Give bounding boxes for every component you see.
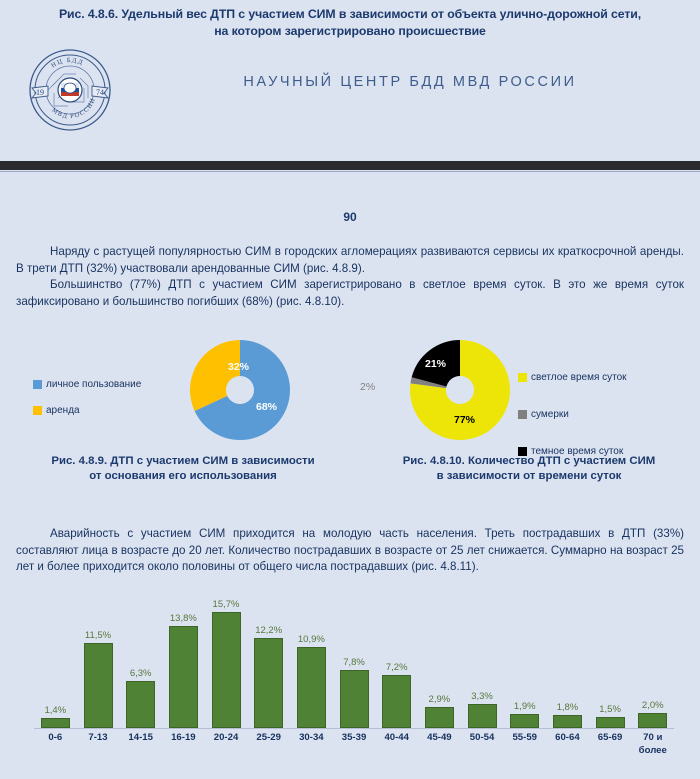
bar-value-label: 1,4% (44, 704, 67, 716)
seal-year-left: 19 (36, 88, 44, 97)
document-page (0, 172, 700, 779)
bar-category-label: 60-64 (555, 732, 580, 743)
legend-swatch-rental-icon (33, 406, 42, 415)
legend-label-rental: аренда (46, 405, 80, 416)
caption-fig-4-8-9-line1: Рис. 4.8.9. ДТП с участием СИМ в зависимости (51, 455, 315, 467)
brand-title: НАУЧНЫЙ ЦЕНТР БДД МВД РОССИИ (243, 74, 577, 90)
bar-rect (638, 713, 667, 728)
legend-label-night: темное время суток (531, 446, 624, 457)
bar-category-label: 0-6 (48, 732, 63, 743)
caption-fig-4-8-9-line2: от основания его использования (89, 470, 277, 482)
bar-value-label: 12,2% (255, 624, 283, 636)
legend-item-personal (33, 379, 141, 390)
bar-column (34, 598, 77, 728)
bar-column (418, 598, 461, 728)
bar-rect (382, 675, 411, 728)
bar-chart-category-labels (34, 732, 674, 757)
bar-category-label: 14-15 (128, 732, 153, 743)
header-divider-band (0, 161, 700, 170)
bar-value-label: 15,7% (212, 598, 240, 610)
donut-label-daylight: 77% (454, 414, 476, 426)
bar-value-label: 1,8% (556, 701, 579, 713)
bar-category-label: 50-54 (469, 732, 495, 743)
bar-column (546, 598, 589, 728)
page-number: 90 (343, 210, 357, 224)
donut-chart-usage-basis (176, 326, 304, 459)
donut-label-personal: 68% (256, 401, 278, 413)
bar-column (77, 598, 120, 728)
seal-bottom-text: МВД РОССИИ (50, 96, 98, 121)
legend-label-personal: личное пользование (46, 379, 142, 390)
caption-fig-4-8-10-line2: в зависимости от времени суток (436, 470, 622, 482)
caption-fig-4-8-10-line1: Рис. 4.8.10. Количество ДТП с участием СИМ (402, 455, 656, 467)
legend-item-rental (33, 405, 141, 416)
figure-title-line1: Рис. 4.8.6. Удельный вес ДТП с участием СИМ в зависимости от объекта улично-дорожной сети, (58, 7, 642, 21)
donut-label-night: 21% (425, 358, 447, 370)
bar-category-label: 70 и более (638, 732, 667, 756)
bar-chart-fig-4-8-11 (18, 592, 682, 772)
bar-value-label: 13,8% (169, 612, 197, 624)
legend-fig-4-8-9 (33, 379, 141, 431)
bar-chart-plot-area (34, 598, 674, 728)
bar-chart-axis-line (34, 728, 674, 729)
paragraph-block-1 (16, 244, 684, 310)
bar-category-label: 40-44 (384, 732, 409, 743)
paragraph-1: Наряду с растущей популярностью СИМ в городских агломерациях развиваются сервисы их краткосрочной аренды. В трети ДТП (32%) участвовали арендованные СИМ (рис. 4.8.9). (16, 245, 684, 275)
legend-label-daylight: светлое время суток (531, 372, 627, 383)
bar-category-label: 25-29 (256, 732, 281, 743)
bar-rect (297, 647, 326, 728)
donut-label-rental: 32% (228, 361, 250, 373)
ministry-seal-logo (28, 48, 112, 132)
bar-rect (596, 717, 625, 728)
legend-item-daylight (518, 372, 627, 383)
bar-category-label: 45-49 (427, 732, 452, 743)
seal-year-right: 74 (96, 88, 104, 97)
bar-rect (41, 718, 70, 728)
legend-swatch-daylight-icon (518, 373, 527, 382)
bar-rect (126, 681, 155, 728)
bar-value-label: 11,5% (84, 629, 112, 641)
bar-category-label: 16-19 (171, 732, 196, 743)
bar-rect (340, 670, 369, 728)
bar-column (290, 598, 333, 728)
paragraph-block-2 (16, 526, 684, 576)
bar-column (589, 598, 632, 728)
bar-category-label: 30-34 (299, 732, 324, 743)
bar-column (503, 598, 546, 728)
bar-column (375, 598, 418, 728)
donut-charts-row (0, 324, 700, 489)
legend-swatch-twilight-icon (518, 410, 527, 419)
bar-rect (254, 638, 283, 728)
bar-value-label: 1,5% (599, 703, 621, 715)
legend-swatch-personal-icon (33, 380, 42, 389)
figure-title-line2: на котором зарегистрировано происшествие (214, 24, 486, 38)
document-header (0, 0, 700, 162)
bar-rect (212, 612, 241, 728)
figure-title (14, 6, 686, 40)
bar-value-label: 6,3% (129, 668, 152, 680)
caption-fig-4-8-9 (8, 454, 358, 484)
bar-rect (425, 707, 454, 728)
bar-column (205, 598, 248, 728)
caption-fig-4-8-10 (358, 454, 700, 484)
bar-category-label: 65-69 (597, 732, 623, 743)
donut-slice-rental (208, 358, 272, 422)
seal-icon (28, 48, 112, 132)
legend-item-twilight (518, 409, 627, 420)
bar-value-label: 1,9% (513, 700, 536, 712)
donut-label-twilight: 2% (360, 381, 376, 393)
bar-value-label: 2,9% (428, 693, 451, 705)
donut-chart-time-of-day (360, 326, 524, 459)
bar-column (461, 598, 504, 728)
bar-category-label: 35-39 (341, 732, 367, 743)
bar-value-label: 2,0% (641, 700, 664, 712)
donut-slice-night (428, 358, 492, 422)
bar-value-label: 7,8% (343, 657, 365, 669)
paragraph-1b: Большинство (77%) ДТП с участием СИМ зарегистрировано в светлое время суток. В это же время суток зафиксировано и большинство погибших (68%) (рис. 4.8.10). (16, 278, 684, 308)
svg-text:НЦ БДД (50, 57, 85, 69)
legend-label-twilight: сумерки (531, 409, 569, 420)
bar-value-label: 7,2% (385, 661, 408, 673)
bar-rect (468, 704, 497, 728)
bar-column (333, 598, 376, 728)
bar-rect (510, 714, 539, 728)
bar-column (631, 598, 674, 728)
bar-value-label: 10,9% (297, 634, 325, 646)
bar-column (119, 598, 162, 728)
bar-column (162, 598, 205, 728)
bar-rect (84, 643, 113, 728)
bar-category-label: 20-24 (213, 732, 239, 743)
seal-top-text: НЦ БДД (50, 56, 85, 70)
bar-rect (169, 626, 198, 728)
bar-rect (553, 715, 582, 728)
paragraph-2: Аварийность с участием СИМ приходится на молодую часть населения. Треть пострадавших в ДТП (33%) составляют лица в возрасте до 20 лет. Количество пострадавших в возрасте от 25 лет снижается. Суммарно на возраст 25 лет и более приходится около половины от общего числа пострадавших (рис. 4.8.11). (16, 527, 684, 574)
bar-category-label: 7-13 (88, 732, 108, 743)
bar-column (247, 598, 290, 728)
bar-value-label: 3,3% (471, 690, 493, 702)
bar-category-label: 55-59 (512, 732, 537, 743)
